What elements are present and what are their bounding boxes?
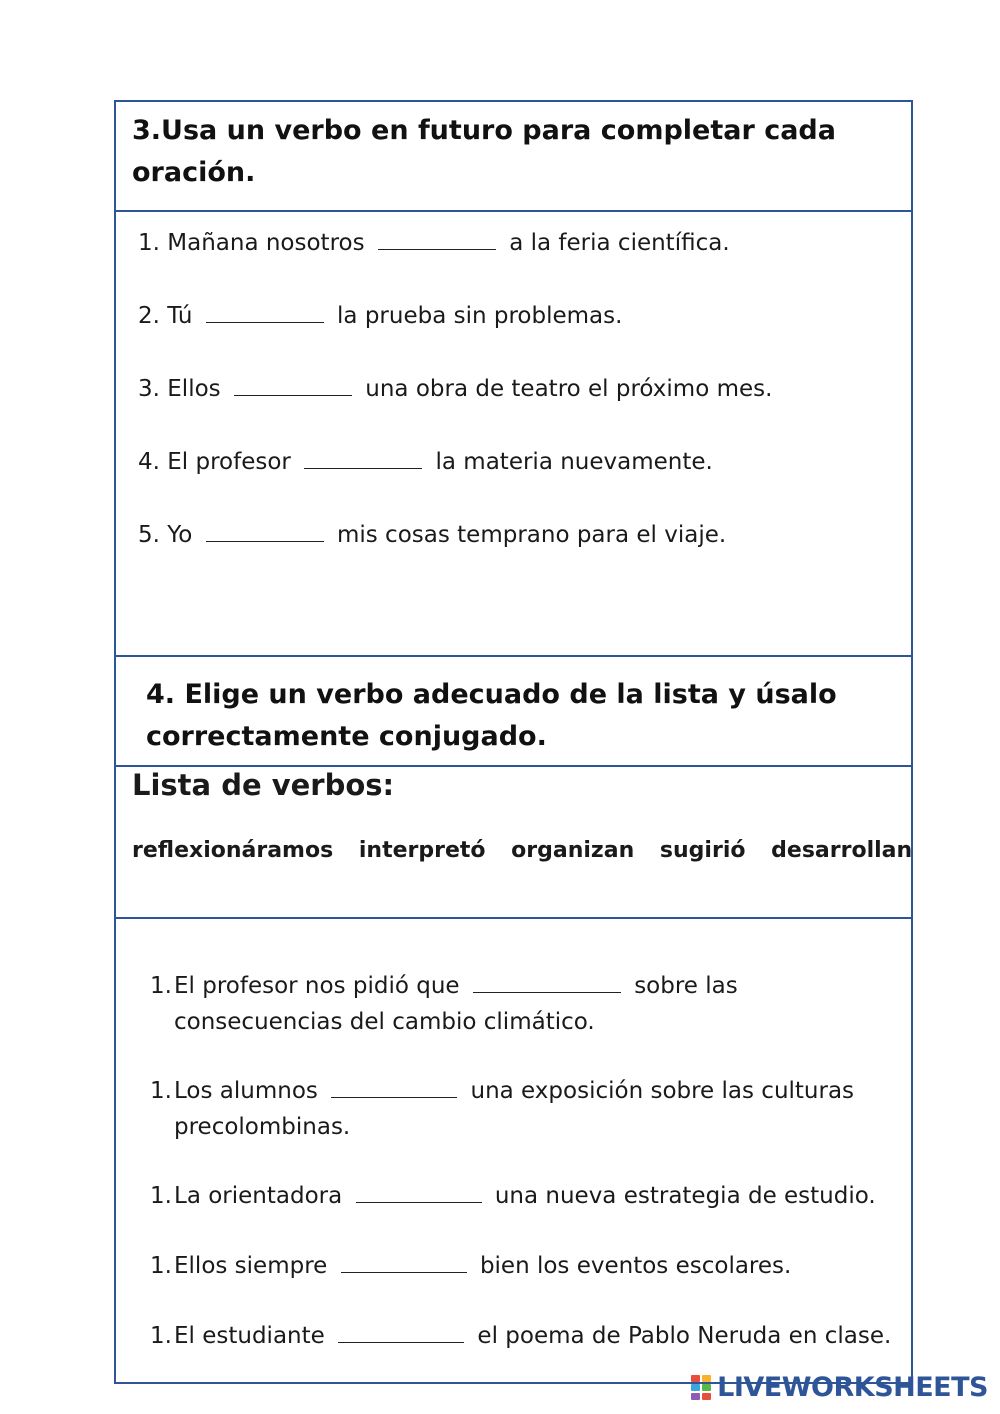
verb-option: organizan <box>511 838 635 863</box>
item-number: 1. <box>150 973 172 999</box>
divider <box>116 917 911 919</box>
item-text-before: Los alumnos <box>174 1078 318 1104</box>
item-number: 1. <box>150 1183 172 1209</box>
item-text-after: la prueba sin problemas. <box>337 303 623 329</box>
item-line-1 <box>174 1073 854 1109</box>
answer-blank[interactable] <box>338 1341 464 1343</box>
answer-blank[interactable] <box>331 1096 457 1098</box>
section3-item-4 <box>138 449 713 475</box>
verb-list <box>132 838 930 863</box>
item-text-before: Yo <box>167 522 193 548</box>
section4-item-4 <box>150 1248 890 1284</box>
item-number: 1. <box>138 230 160 256</box>
section4-item-3 <box>150 1178 890 1214</box>
item-text-before: El profesor nos pidió que <box>174 973 460 999</box>
section4-heading: 4. Elige un verbo adecuado de la lista y úsalo correctamente conjugado. <box>146 679 837 752</box>
item-text-after: una nueva estrategia de estudio. <box>494 1183 876 1209</box>
item-number: 1. <box>150 1078 172 1104</box>
divider <box>116 655 911 657</box>
verb-option: sugirió <box>659 838 746 863</box>
item-number: 3. <box>138 376 160 402</box>
item-line-2: precolombinas. <box>174 1114 351 1140</box>
item-line-1 <box>174 1318 891 1354</box>
item-text-before: La orientadora <box>174 1183 343 1209</box>
answer-blank[interactable] <box>206 321 324 323</box>
section3-item-2 <box>138 303 622 329</box>
section3-item-5 <box>138 522 726 548</box>
item-number: 1. <box>150 1323 172 1349</box>
item-text-before: El profesor <box>167 449 291 475</box>
answer-blank[interactable] <box>378 248 496 250</box>
worksheet-frame <box>114 100 913 1384</box>
section4-item-2 <box>150 1073 890 1145</box>
liveworksheets-logo-icon <box>691 1374 713 1400</box>
item-number: 2. <box>138 303 160 329</box>
item-line-1 <box>174 1248 791 1284</box>
section3-item-3 <box>138 376 772 402</box>
logo-text: LIVEWORKSHEETS <box>717 1372 988 1403</box>
item-text-after: mis cosas temprano para el viaje. <box>336 522 727 548</box>
section4-item-5 <box>150 1318 890 1354</box>
item-text-before: El estudiante <box>174 1323 325 1349</box>
item-number: 5. <box>138 522 160 548</box>
item-text-before: Ellos siempre <box>174 1253 328 1279</box>
answer-blank[interactable] <box>341 1271 467 1273</box>
item-text-after: bien los eventos escolares. <box>479 1253 792 1279</box>
divider <box>116 765 911 767</box>
item-number: 4. <box>138 449 160 475</box>
item-text-before: Tú <box>167 303 193 329</box>
item-text-after: una exposición sobre las culturas <box>470 1078 855 1104</box>
verb-list-title: Lista de verbos: <box>132 768 395 802</box>
item-line-2: consecuencias del cambio climático. <box>174 1009 595 1035</box>
liveworksheets-logo <box>691 1372 988 1403</box>
item-number: 1. <box>150 1253 172 1279</box>
answer-blank[interactable] <box>356 1201 482 1203</box>
answer-blank[interactable] <box>234 394 352 396</box>
verb-option: reflexionáramos <box>132 838 334 863</box>
section3-heading: 3.Usa un verbo en futuro para completar cada oración. <box>132 115 836 188</box>
answer-blank[interactable] <box>206 540 324 542</box>
item-text-after: una obra de teatro el próximo mes. <box>365 376 773 402</box>
item-text-before: Ellos <box>167 376 221 402</box>
item-text-before: Mañana nosotros <box>167 230 365 256</box>
answer-blank[interactable] <box>473 991 621 993</box>
section4-item-1 <box>150 968 890 1040</box>
item-line-1 <box>174 1178 876 1214</box>
item-text-after: la materia nuevamente. <box>435 449 713 475</box>
item-text-after: sobre las <box>634 973 738 999</box>
item-line-1 <box>174 968 738 1004</box>
item-text-after: a la feria científica. <box>509 230 730 256</box>
answer-blank[interactable] <box>304 467 422 469</box>
verb-option: interpretó <box>358 838 486 863</box>
divider <box>116 210 911 212</box>
section3-item-1 <box>138 230 730 256</box>
item-text-after: el poema de Pablo Neruda en clase. <box>477 1323 892 1349</box>
verb-option: desarrollan <box>771 838 913 863</box>
